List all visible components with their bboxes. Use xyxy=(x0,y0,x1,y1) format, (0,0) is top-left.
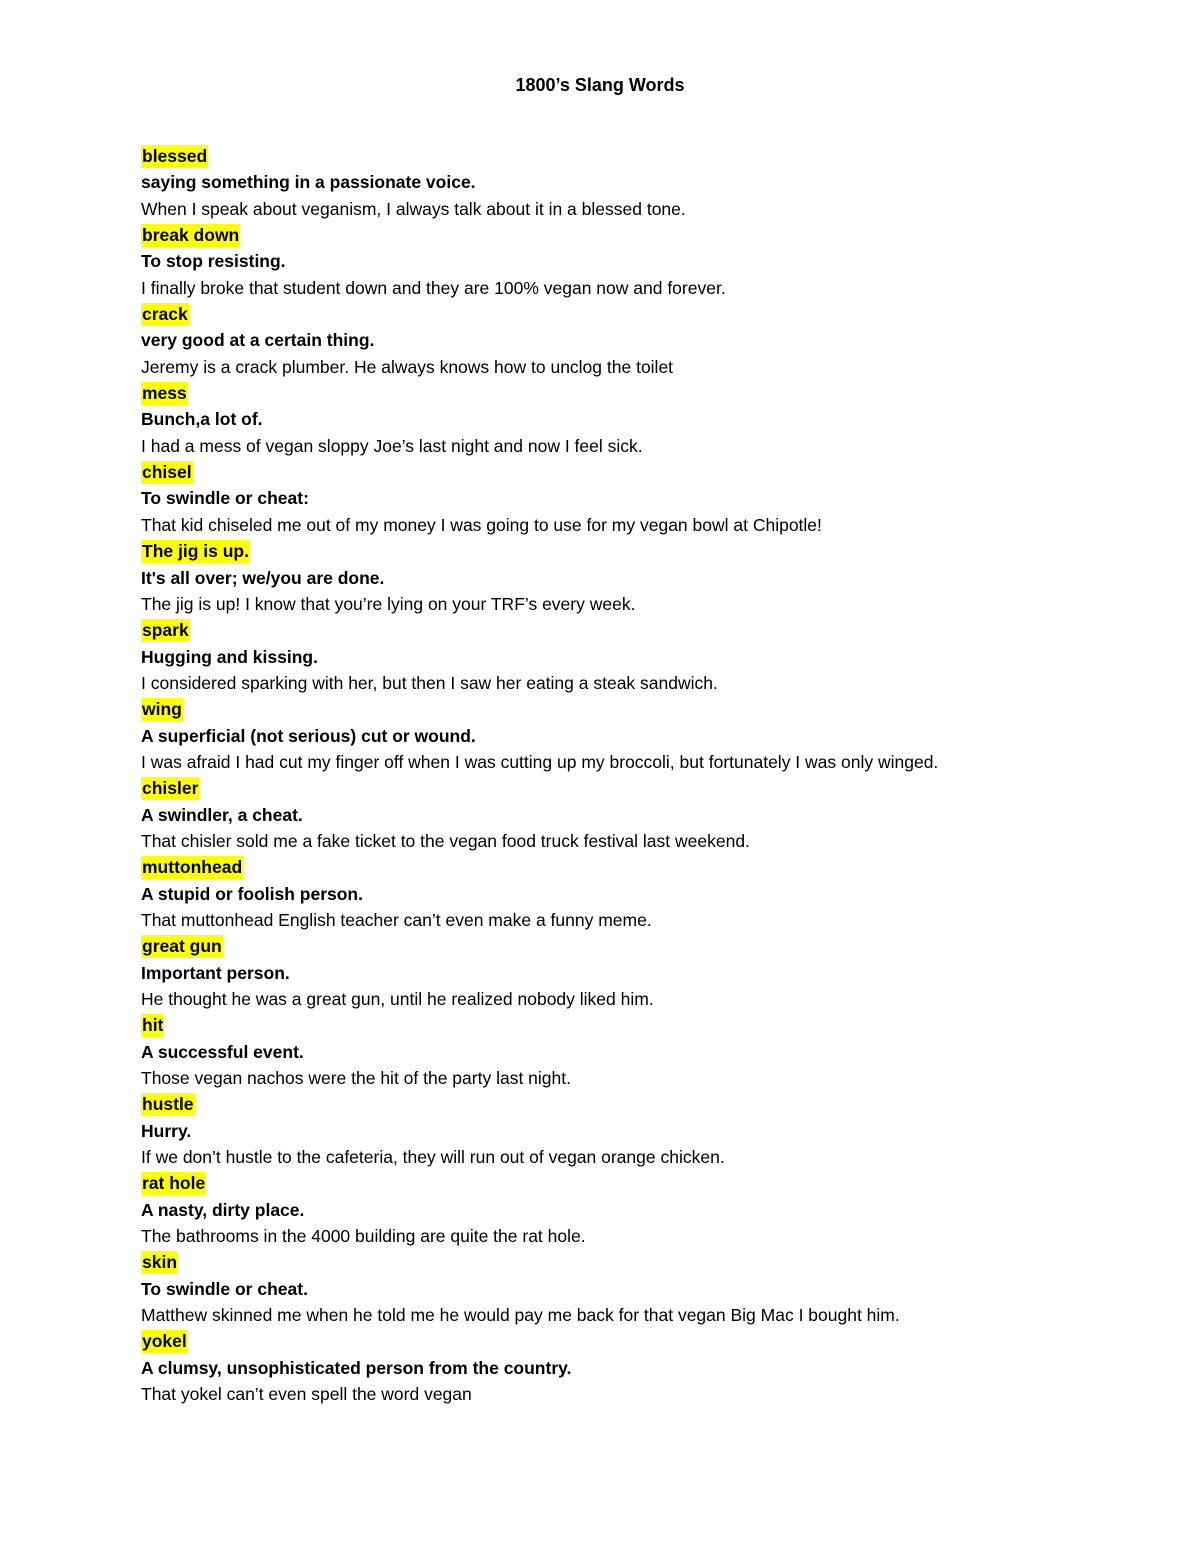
slang-entry xyxy=(141,933,1161,1012)
definition: To stop resisting. xyxy=(141,251,286,272)
slang-entry xyxy=(141,1012,1161,1091)
example-sentence: The jig is up! I know that you’re lying on your TRF’s every week. xyxy=(141,593,636,614)
example-sentence: Those vegan nachos were the hit of the party last night. xyxy=(141,1068,571,1089)
slang-entry xyxy=(141,1170,1161,1249)
term-line xyxy=(141,775,1161,801)
definition: Hurry. xyxy=(141,1120,192,1141)
slang-entry xyxy=(141,1091,1161,1170)
term-line xyxy=(141,301,1161,327)
slang-entry xyxy=(141,775,1161,854)
slang-entry xyxy=(141,854,1161,933)
definition: It's all over; we/you are done. xyxy=(141,567,385,588)
term-line xyxy=(141,933,1161,959)
slang-entry xyxy=(141,617,1161,696)
slang-entry xyxy=(141,538,1161,617)
definition: very good at a certain thing. xyxy=(141,330,375,351)
term-line xyxy=(141,459,1161,485)
definition: saying something in a passionate voice. xyxy=(141,172,476,193)
term-line xyxy=(141,1249,1161,1275)
slang-entry xyxy=(141,1249,1161,1328)
example-sentence: He thought he was a great gun, until he realized nobody liked him. xyxy=(141,989,654,1009)
example-sentence: That yokel can’t even spell the word vegan xyxy=(141,1384,472,1405)
term-highlight: wing xyxy=(142,699,182,720)
example-sentence: Matthew skinned me when he told me he would pay me back for that vegan Big Mac I bought him. xyxy=(141,1305,900,1326)
slang-entry xyxy=(141,222,1161,301)
definition: A stupid or foolish person. xyxy=(141,883,363,904)
example-sentence: I finally broke that student down and they are 100% vegan now and forever. xyxy=(141,277,726,298)
term-line xyxy=(141,854,1161,880)
example-sentence: Jeremy is a crack plumber. He always knows how to unclog the toilet xyxy=(141,356,674,377)
term-highlight: hustle xyxy=(142,1094,194,1115)
term-line xyxy=(141,1328,1161,1354)
term-highlight: muttonhead xyxy=(142,857,243,878)
term-highlight: The jig is up. xyxy=(142,541,249,562)
term-highlight: blessed xyxy=(142,146,208,166)
example-sentence: That chisler sold me a fake ticket to the vegan food truck festival last weekend. xyxy=(141,830,750,851)
example-sentence: The bathrooms in the 4000 building are quite the rat hole. xyxy=(141,1226,586,1247)
term-line xyxy=(141,696,1161,722)
slang-entry-list xyxy=(141,143,1161,1408)
term-highlight: great gun xyxy=(142,936,222,957)
example-sentence: I considered sparking with her, but then I saw her eating a steak sandwich. xyxy=(141,672,718,693)
example-sentence: When I speak about veganism, I always talk about it in a blessed tone. xyxy=(141,198,686,219)
definition: A nasty, dirty place. xyxy=(141,1199,305,1220)
term-line xyxy=(141,222,1161,248)
definition: To swindle or cheat. xyxy=(141,1278,308,1299)
definition: A swindler, a cheat. xyxy=(141,804,303,825)
term-highlight: chisler xyxy=(142,778,199,799)
example-sentence: I was afraid I had cut my finger off when I was cutting up my broccoli, but fortunately I was only winged. xyxy=(141,751,939,772)
example-sentence: That muttonhead English teacher can’t even make a funny meme. xyxy=(141,909,652,930)
definition: To swindle or cheat: xyxy=(141,488,309,509)
term-highlight: mess xyxy=(142,383,187,404)
definition: Hugging and kissing. xyxy=(141,646,318,667)
document-title: 1800’s Slang Words xyxy=(515,75,685,95)
term-line xyxy=(141,538,1161,564)
definition: Bunch,a lot of. xyxy=(141,409,263,430)
definition: A clumsy, unsophisticated person from the country. xyxy=(141,1357,572,1378)
term-highlight: yokel xyxy=(142,1331,187,1352)
slang-entry xyxy=(141,696,1161,775)
slang-entry xyxy=(141,380,1161,459)
term-line xyxy=(141,1012,1161,1038)
term-line xyxy=(141,380,1161,406)
term-line xyxy=(141,1170,1161,1196)
example-sentence: That kid chiseled me out of my money I was going to use for my vegan bowl at Chipotle! xyxy=(141,514,822,535)
slang-entry xyxy=(141,459,1161,538)
term-highlight: crack xyxy=(142,304,188,325)
term-highlight: hit xyxy=(142,1015,164,1036)
term-highlight: spark xyxy=(142,620,189,641)
definition: A superficial (not serious) cut or wound. xyxy=(141,725,476,746)
slang-entry xyxy=(141,301,1161,380)
term-highlight: break down xyxy=(142,225,240,246)
term-highlight: rat hole xyxy=(142,1173,206,1194)
term-highlight: skin xyxy=(142,1252,178,1273)
definition: Important person. xyxy=(141,962,290,983)
term-line xyxy=(141,1091,1161,1117)
term-highlight: chisel xyxy=(142,462,192,483)
example-sentence: If we don’t hustle to the cafeteria, they will run out of vegan orange chicken. xyxy=(141,1147,725,1168)
term-line xyxy=(141,617,1161,643)
example-sentence: I had a mess of vegan sloppy Joe’s last night and now I feel sick. xyxy=(141,435,643,456)
slang-entry xyxy=(141,1328,1161,1407)
definition: A successful event. xyxy=(141,1041,304,1062)
term-line xyxy=(141,143,1161,169)
slang-entry xyxy=(141,143,1161,222)
